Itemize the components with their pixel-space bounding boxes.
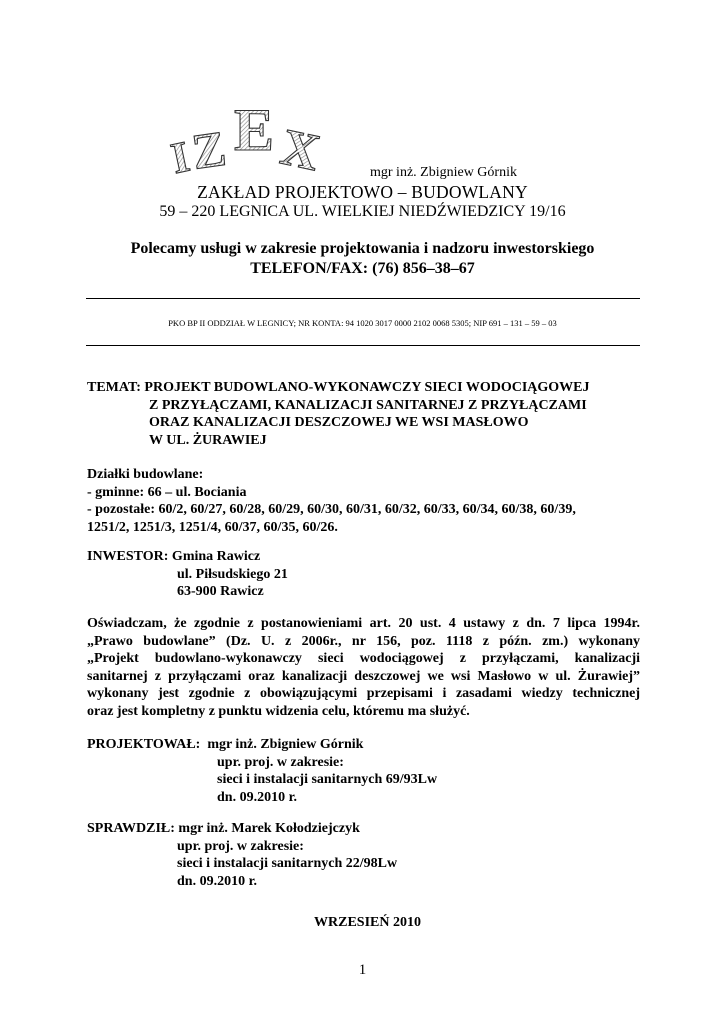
logo-letter-e: E (234, 97, 275, 163)
designer-block (87, 736, 640, 806)
document-date: WRZESIEŃ 2010 (314, 915, 421, 930)
declaration-line: oraz jest kompletny z punktu widzenia celu, któremu ma służyć. (87, 703, 470, 719)
investor-line: INWESTOR: Gmina Rawicz (87, 549, 261, 564)
declaration-line: „Prawo budowlane” (Dz. U. z 2006r., nr 156, poz. 1118 z późn. zm.) wykonany (87, 633, 640, 649)
logo-letter-i: I (166, 131, 194, 184)
investor-line: ul. Piłsudskiego 21 (177, 566, 288, 582)
plots-other: - pozostałe: 60/2, 60/27, 60/28, 60/29, 60/30, 60/31, 60/32, 60/33, 60/34, 60/38, 60/39, (87, 502, 576, 517)
checker-line: upr. proj. w zakresie: (177, 838, 304, 854)
subject-line: Z PRZYŁĄCZAMI, KANALIZACJI SANITARNEJ Z PRZYŁĄCZAMI (149, 397, 587, 413)
page-number: 1 (358, 962, 367, 978)
plots-other: 1251/2, 1251/3, 1251/4, 60/37, 60/35, 60/26. (87, 519, 338, 535)
designer-line: sieci i instalacji sanitarnych 69/93Lw (217, 772, 438, 787)
services-line: Polecamy usługi w zakresie projektowania i nadzoru inwestorskiego (130, 240, 595, 257)
designer-line: upr. proj. w zakresie: (217, 754, 344, 770)
designer-line: dn. 09.2010 r. (217, 789, 298, 805)
firm-name: ZAKŁAD PROJEKTOWO – BUDOWLANY (197, 182, 528, 202)
declaration-line: Oświadczam, że zgodnie z postanowieniami art. 20 ust. 4 ustawy z dn. 7 lipca 1994r. (87, 616, 640, 631)
logo-letter-x: X (275, 118, 325, 183)
checker-line: SPRAWDZIŁ: mgr inż. Marek Kołodziejczyk (87, 821, 360, 836)
checker-line: dn. 09.2010 r. (177, 873, 258, 889)
plots-block (87, 466, 640, 536)
izex-logo-graphic (166, 88, 355, 184)
subject-line: ORAZ KANALIZACJI DESZCZOWEJ WE WSI MASŁOWO (149, 415, 529, 430)
subject-line: TEMAT: PROJEKT BUDOWLANO-WYKONAWCZY SIECI WODOCIĄGOWEJ (87, 380, 590, 395)
izex-logo (166, 88, 355, 184)
declaration-line: sanitarnej z przyłączami oraz kanalizacji deszczowej we wsi Masłowo w ul. Żurawiej” (87, 668, 640, 684)
firm-address: 59 – 220 LEGNICA UL. WIELKIEJ NIEDŹWIEDZICY 19/16 (159, 203, 566, 220)
declaration-line: wykonany jest zgodnie z obowiązującymi przepisami i zasadami wiedzy technicznej (87, 686, 640, 701)
declaration-line: „Projekt budowlano-wykonawczy sieci wodociągowej z przyłączami, kanalizacji (87, 651, 640, 666)
designer-line: PROJEKTOWAŁ: mgr inż. Zbigniew Górnik (87, 737, 364, 752)
header-rule-bottom (86, 345, 640, 346)
plots-heading: Działki budowlane: (87, 467, 204, 482)
checker-line: sieci i instalacji sanitarnych 22/98Lw (177, 856, 398, 871)
logo-letter-z: Z (188, 119, 230, 180)
investor-block (87, 548, 640, 601)
phone-fax: TELEFON/FAX: (76) 856–38–67 (250, 260, 475, 277)
subject-line: W UL. ŻURAWIEJ (149, 432, 267, 448)
bank-info: PKO BP II ODDZIAŁ W LEGNICY; NR KONTA: 94 1020 3017 0000 2102 0068 5305; NIP 691 – 131 – 59 – 03 (168, 318, 557, 328)
checker-block (87, 820, 640, 890)
header-rule-top (86, 298, 640, 299)
investor-line: 63-900 Rawicz (177, 584, 264, 599)
declaration-block (87, 615, 640, 720)
author-name: mgr inż. Zbigniew Górnik (370, 165, 517, 180)
subject-block (87, 379, 640, 449)
plots-communal: - gminne: 66 – ul. Bociania (87, 484, 247, 500)
